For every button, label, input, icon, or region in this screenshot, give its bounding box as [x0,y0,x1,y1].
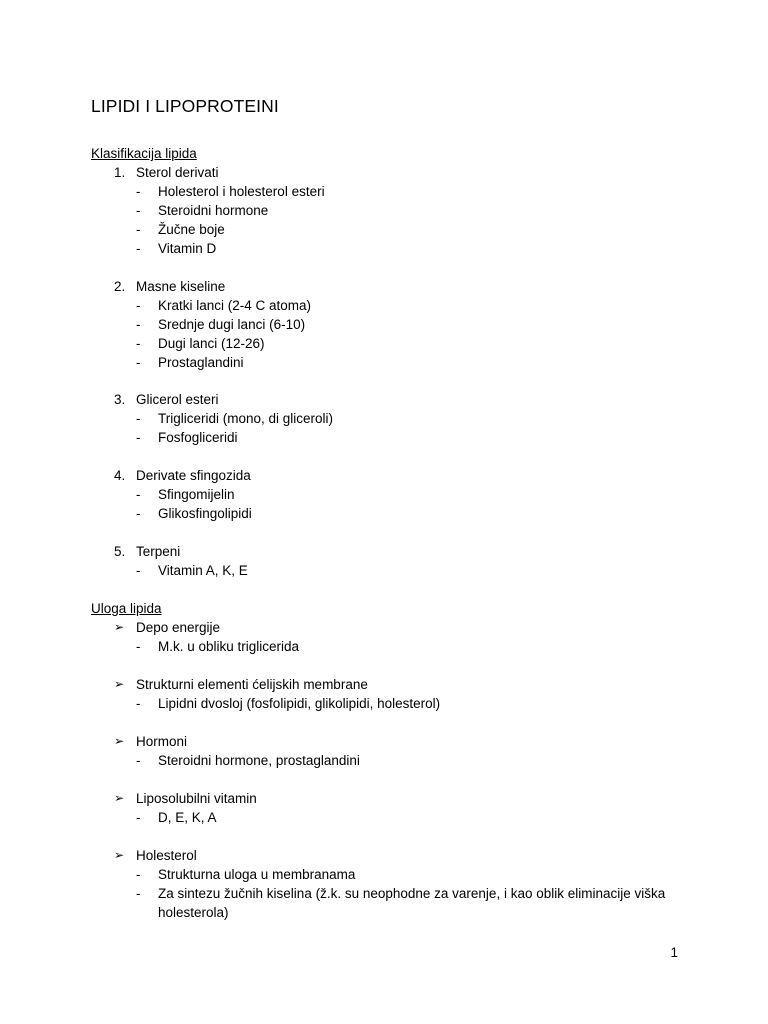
list-item: Hormoni [136,734,188,749]
sub-item: M.k. u obliku triglicerida [158,639,300,654]
arrow-bullet-icon: ➢ [114,620,125,634]
sub-item: Srednje dugi lanci (6-10) [158,317,306,332]
dash-marker: - [136,203,141,218]
dash-marker: - [136,487,141,502]
sub-item: Trigliceridi (mono, di gliceroli) [158,411,334,426]
dash-marker: - [136,355,141,370]
dash-marker: - [136,867,141,882]
page-number: 1 [670,945,678,960]
list-number: 3. [114,392,126,407]
dash-marker: - [136,430,141,445]
arrow-bullet-icon: ➢ [114,734,125,748]
list-number: 2. [114,279,126,294]
list-number: 4. [114,468,126,483]
section-heading-uloga: Uloga lipida [91,601,162,616]
dash-marker: - [136,886,141,901]
sub-item: Vitamin A, K, E [158,563,248,578]
dash-marker: - [136,317,141,332]
arrow-bullet-icon: ➢ [114,677,125,691]
dash-marker: - [136,184,141,199]
dash-marker: - [136,411,141,426]
sub-item: Za sintezu žučnih kiselina (ž.k. su neophodne za varenje, i kao oblik eliminacije viška [158,886,666,901]
sub-item: Holesterol i holesterol esteri [158,184,325,199]
dash-marker: - [136,298,141,313]
list-item: Masne kiseline [136,279,226,294]
dash-marker: - [136,753,141,768]
list-number: 5. [114,544,126,559]
arrow-bullet-icon: ➢ [114,791,125,805]
dash-marker: - [136,506,141,521]
arrow-bullet-icon: ➢ [114,848,125,862]
dash-marker: - [136,810,141,825]
sub-item-continuation: holesterola) [158,905,229,920]
dash-marker: - [136,222,141,237]
sub-item: Kratki lanci (2-4 C atoma) [158,298,312,313]
sub-item: Glikosfingolipidi [158,506,252,521]
sub-item: Sfingomijelin [158,487,235,502]
sub-item: Lipidni dvosloj (fosfolipidi, glikolipidi, holesterol) [158,696,441,711]
list-number: 1. [114,165,126,180]
page-title: LIPIDI I LIPOPROTEINI [91,96,279,116]
dash-marker: - [136,639,141,654]
list-item: Terpeni [136,544,181,559]
sub-item: Strukturna uloga u membranama [158,867,356,882]
dash-marker: - [136,241,141,256]
dash-marker: - [136,563,141,578]
list-item: Sterol derivati [136,165,219,180]
list-item: Holesterol [136,848,197,863]
sub-item: Prostaglandini [158,355,244,370]
sub-item: Steroidni hormone, prostaglandini [158,753,360,768]
sub-item: Žučne boje [158,222,225,237]
list-item: Strukturni elementi ćelijskih membrane [136,677,368,692]
list-item: Derivate sfingozida [136,468,251,483]
dash-marker: - [136,696,141,711]
list-item: Liposolubilni vitamin [136,791,257,806]
list-item: Depo energije [136,620,221,635]
sub-item: Vitamin D [158,241,217,256]
section-heading-klasifikacija: Klasifikacija lipida [91,146,197,161]
sub-item: D, E, K, A [158,810,217,825]
sub-item: Dugi lanci (12-26) [158,336,265,351]
list-item: Glicerol esteri [136,392,219,407]
sub-item: Steroidni hormone [158,203,269,218]
sub-item: Fosfogliceridi [158,430,238,445]
dash-marker: - [136,336,141,351]
